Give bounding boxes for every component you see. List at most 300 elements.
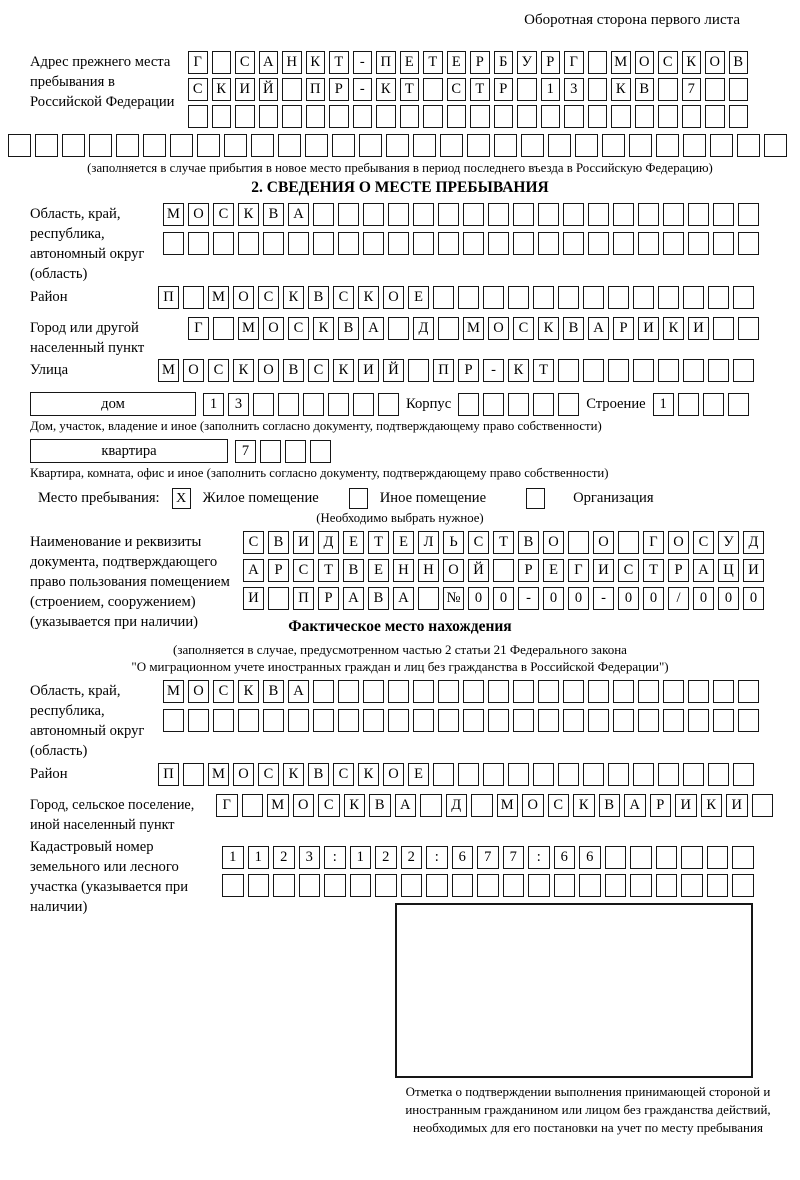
city2-block	[30, 794, 792, 836]
region2-cells	[163, 680, 759, 736]
option-residential-label: Жилое помещение	[202, 490, 319, 506]
char-cell	[388, 203, 409, 226]
char-cell	[458, 286, 479, 309]
char-cell: 0	[468, 587, 489, 610]
char-cell	[440, 134, 463, 157]
char-cell: П	[293, 587, 314, 610]
prev-address-label: Адрес прежнего места пребывания в Российской Федерации	[30, 54, 175, 110]
char-cell	[423, 105, 443, 128]
char-cell: К	[376, 78, 396, 101]
char-cell: 6	[579, 846, 601, 869]
char-cell	[513, 203, 534, 226]
char-cell: Е	[408, 286, 429, 309]
char-cell	[433, 763, 454, 786]
char-cell: К	[306, 51, 326, 74]
char-cell	[324, 874, 346, 897]
street-label: Улица	[30, 362, 69, 378]
char-cell	[548, 134, 571, 157]
char-cell: С	[243, 531, 264, 554]
char-cell	[688, 680, 709, 703]
char-cell: 0	[493, 587, 514, 610]
char-cell	[656, 846, 678, 869]
house-row	[30, 392, 792, 416]
char-cell	[605, 846, 627, 869]
actual-location-note2: "О миграционном учете иностранных граждан и лиц без гражданства в Российской Федерации")	[131, 659, 669, 674]
apartment-box: квартира	[30, 439, 228, 463]
char-cell: С	[213, 203, 234, 226]
char-cell	[89, 134, 112, 157]
char-cell	[470, 105, 490, 128]
char-cell: 2	[375, 846, 397, 869]
prev-address-caption: (заполняется в случае прибытия в новое место пребывания в период последнего въезда в Российскую Федерацию)	[87, 161, 713, 175]
char-cell	[663, 680, 684, 703]
char-cell	[35, 134, 58, 157]
char-cell	[329, 105, 349, 128]
char-cell: С	[208, 359, 229, 382]
char-cell: И	[688, 317, 709, 340]
char-cell	[558, 393, 579, 416]
char-cell	[268, 587, 289, 610]
char-cell: К	[663, 317, 684, 340]
char-cell: С	[188, 78, 208, 101]
char-cell	[563, 232, 584, 255]
char-cell	[633, 359, 654, 382]
char-cell: К	[358, 763, 379, 786]
char-cell: 3	[228, 393, 249, 416]
char-cell: У	[718, 531, 739, 554]
char-cell	[533, 393, 554, 416]
char-cell	[388, 709, 409, 732]
char-cell	[213, 232, 234, 255]
char-cell: Т	[533, 359, 554, 382]
registration-stamp-box	[395, 903, 753, 1078]
char-cell	[733, 286, 754, 309]
house-caption: Дом, участок, владение и иное (заполнить согласно документу, подтверждающему право собственности)	[30, 419, 602, 433]
char-cell	[363, 232, 384, 255]
char-cell: Р	[650, 794, 672, 817]
char-cell	[508, 393, 529, 416]
char-cell	[359, 134, 382, 157]
char-cell	[630, 846, 652, 869]
char-cell: :	[528, 846, 550, 869]
char-cell	[738, 203, 759, 226]
char-cell	[493, 559, 514, 582]
char-cell	[602, 134, 625, 157]
char-cell	[732, 874, 754, 897]
char-cell: В	[368, 587, 389, 610]
char-cell: Т	[400, 78, 420, 101]
char-cell	[388, 317, 409, 340]
char-cell: С	[658, 51, 678, 74]
char-cell	[738, 317, 759, 340]
char-cell	[282, 78, 302, 101]
char-cell	[630, 874, 652, 897]
char-cell: К	[611, 78, 631, 101]
char-cell	[563, 680, 584, 703]
char-cell	[494, 134, 517, 157]
char-cell: 3	[299, 846, 321, 869]
char-cell	[738, 680, 759, 703]
char-cell	[299, 874, 321, 897]
char-cell: О	[488, 317, 509, 340]
char-cell	[521, 134, 544, 157]
char-cell	[558, 286, 579, 309]
char-cell	[713, 709, 734, 732]
char-cell: Д	[318, 531, 339, 554]
char-cell	[663, 232, 684, 255]
char-cell	[638, 709, 659, 732]
char-cell: 0	[543, 587, 564, 610]
char-cell	[683, 763, 704, 786]
char-cell	[738, 232, 759, 255]
char-cell: П	[433, 359, 454, 382]
char-cell: В	[518, 531, 539, 554]
char-cell: С	[258, 286, 279, 309]
char-cell: Д	[446, 794, 468, 817]
char-cell	[463, 203, 484, 226]
char-cell: 0	[643, 587, 664, 610]
char-cell	[363, 203, 384, 226]
char-cell: 6	[452, 846, 474, 869]
char-cell	[306, 105, 326, 128]
char-grid-row	[163, 680, 759, 703]
char-cell	[353, 105, 373, 128]
char-cell	[508, 763, 529, 786]
char-cell	[313, 709, 334, 732]
char-cell: О	[293, 794, 315, 817]
char-cell: Ц	[718, 559, 739, 582]
char-cell	[213, 709, 234, 732]
char-cell	[678, 393, 699, 416]
section2-title: 2. СВЕДЕНИЯ О МЕСТЕ ПРЕБЫВАНИЯ	[251, 179, 549, 196]
char-cell: Р	[494, 78, 514, 101]
char-cell	[638, 680, 659, 703]
char-cell	[188, 709, 209, 732]
char-cell: О	[668, 531, 689, 554]
char-cell	[705, 105, 725, 128]
char-cell	[213, 317, 234, 340]
char-cell: С	[333, 763, 354, 786]
char-cell: -	[483, 359, 504, 382]
char-cell: И	[675, 794, 697, 817]
char-cell: 1	[248, 846, 270, 869]
char-cell	[683, 134, 706, 157]
char-cell	[588, 709, 609, 732]
char-cell	[238, 709, 259, 732]
char-cell	[170, 134, 193, 157]
char-cell: Д	[413, 317, 434, 340]
char-cell: -	[518, 587, 539, 610]
char-cell	[583, 286, 604, 309]
char-cell	[635, 105, 655, 128]
cadastral-cells	[222, 836, 754, 901]
char-cell: Б	[494, 51, 514, 74]
char-cell	[413, 709, 434, 732]
char-cell: Т	[493, 531, 514, 554]
region2-block	[30, 680, 792, 761]
char-cell	[263, 709, 284, 732]
char-cell	[558, 763, 579, 786]
char-cell	[752, 794, 774, 817]
char-cell	[707, 874, 729, 897]
char-cell: И	[726, 794, 748, 817]
district-block	[30, 286, 792, 313]
option-other-premises-label: Иное помещение	[379, 490, 487, 506]
char-cell: М	[238, 317, 259, 340]
char-cell	[212, 105, 232, 128]
char-cell	[658, 78, 678, 101]
char-cell	[163, 232, 184, 255]
char-cell: 0	[568, 587, 589, 610]
char-cell	[263, 232, 284, 255]
char-cell: В	[268, 531, 289, 554]
char-cell	[538, 232, 559, 255]
checkbox-other-premises	[349, 488, 368, 509]
char-cell: В	[599, 794, 621, 817]
char-cell	[438, 680, 459, 703]
char-cell: Р	[541, 51, 561, 74]
char-cell: Г	[643, 531, 664, 554]
char-cell: Л	[418, 531, 439, 554]
actual-location-title: Фактическое место нахождения	[288, 618, 512, 635]
char-cell: И	[358, 359, 379, 382]
char-cell	[708, 763, 729, 786]
char-cell	[332, 134, 355, 157]
char-cell	[253, 393, 274, 416]
char-cell: 6	[554, 846, 576, 869]
char-cell	[713, 232, 734, 255]
char-cell	[438, 709, 459, 732]
char-cell	[143, 134, 166, 157]
char-cell	[508, 286, 529, 309]
char-cell	[707, 846, 729, 869]
char-cell: Д	[743, 531, 764, 554]
char-cell: Т	[368, 531, 389, 554]
char-cell: Г	[564, 51, 584, 74]
char-cell	[638, 232, 659, 255]
apartment-row	[30, 439, 792, 463]
char-cell	[575, 134, 598, 157]
char-cell	[463, 680, 484, 703]
stroenie-label: Строение	[586, 395, 646, 412]
char-cell: /	[668, 587, 689, 610]
char-cell	[251, 134, 274, 157]
char-cell	[608, 359, 629, 382]
char-cell	[483, 286, 504, 309]
char-cell	[288, 232, 309, 255]
char-cell	[413, 680, 434, 703]
char-cell	[212, 51, 232, 74]
char-cell: К	[283, 763, 304, 786]
char-cell	[188, 232, 209, 255]
char-cell: М	[267, 794, 289, 817]
char-cell: О	[705, 51, 725, 74]
region-label: Область, край, республика, автономный округ (область)	[30, 206, 145, 282]
char-cell	[688, 203, 709, 226]
char-cell	[488, 232, 509, 255]
char-grid-row	[458, 393, 579, 416]
apartment-caption: Квартира, комната, офис и иное (заполнить согласно документу, подтверждающему право собственности)	[30, 466, 609, 480]
char-cell	[426, 874, 448, 897]
char-cell: П	[158, 286, 179, 309]
char-cell	[305, 134, 328, 157]
char-cell: М	[208, 763, 229, 786]
char-cell: К	[508, 359, 529, 382]
char-cell: А	[288, 680, 309, 703]
char-cell	[513, 232, 534, 255]
char-cell: О	[635, 51, 655, 74]
char-cell	[418, 587, 439, 610]
char-cell: Т	[318, 559, 339, 582]
char-cell: Р	[329, 78, 349, 101]
char-cell: 1	[222, 846, 244, 869]
char-cell: -	[353, 78, 373, 101]
char-cell	[682, 105, 702, 128]
char-cell: Р	[318, 587, 339, 610]
char-cell	[538, 203, 559, 226]
char-cell: К	[358, 286, 379, 309]
char-cell: В	[263, 203, 284, 226]
char-cell: К	[682, 51, 702, 74]
place-type-row	[38, 488, 792, 509]
char-cell: М	[463, 317, 484, 340]
char-cell: Ь	[443, 531, 464, 554]
char-cell: К	[313, 317, 334, 340]
char-cell	[533, 286, 554, 309]
char-cell: А	[395, 794, 417, 817]
city-label: Город или другой населенный пункт	[30, 320, 145, 356]
char-cell: Г	[216, 794, 238, 817]
char-grid-row	[243, 587, 764, 610]
char-cell: И	[743, 559, 764, 582]
char-cell: А	[363, 317, 384, 340]
char-cell: А	[243, 559, 264, 582]
char-grid-row	[158, 286, 754, 309]
char-cell	[463, 709, 484, 732]
char-cell	[738, 709, 759, 732]
char-cell: С	[288, 317, 309, 340]
char-cell: 7	[477, 846, 499, 869]
stamp-caption: Отметка о подтверждении выполнения принимающей стороной и иностранным гражданином или лицом без гражданства действий, необходимых для его постановки на учет по месту пребывания	[405, 1084, 771, 1135]
char-grid-row	[216, 794, 773, 817]
char-cell: В	[369, 794, 391, 817]
char-grid-row	[188, 317, 759, 340]
char-cell	[579, 874, 601, 897]
char-cell: В	[283, 359, 304, 382]
char-cell	[408, 359, 429, 382]
char-cell	[564, 105, 584, 128]
char-cell	[713, 317, 734, 340]
actual-location-note1: (заполняется в случае, предусмотренном частью 2 статьи 21 Федерального закона	[173, 642, 627, 657]
char-cell	[238, 232, 259, 255]
char-cell: В	[263, 680, 284, 703]
char-cell	[338, 203, 359, 226]
char-cell	[488, 680, 509, 703]
char-cell: П	[376, 51, 396, 74]
char-cell	[588, 680, 609, 703]
char-cell: А	[288, 203, 309, 226]
char-cell: 7	[235, 440, 256, 463]
char-cell: В	[308, 286, 329, 309]
char-cell: 0	[693, 587, 714, 610]
char-cell	[471, 794, 493, 817]
char-cell: С	[513, 317, 534, 340]
char-cell: Г	[188, 51, 208, 74]
char-cell: К	[283, 286, 304, 309]
char-cell: Т	[470, 78, 490, 101]
city2-label: Город, сельское поселение, иной населенный пункт	[30, 797, 195, 833]
char-cell	[413, 203, 434, 226]
char-cell	[483, 763, 504, 786]
char-cell	[483, 393, 504, 416]
char-cell: О	[233, 763, 254, 786]
char-grid-row	[243, 531, 764, 554]
char-cell: Г	[568, 559, 589, 582]
char-cell: О	[443, 559, 464, 582]
char-cell: П	[306, 78, 326, 101]
char-cell: -	[353, 51, 373, 74]
char-cell	[588, 232, 609, 255]
char-cell: 7	[503, 846, 525, 869]
char-cell: О	[383, 763, 404, 786]
char-cell	[528, 874, 550, 897]
char-cell: М	[611, 51, 631, 74]
char-cell	[458, 763, 479, 786]
char-cell: Т	[329, 51, 349, 74]
char-cell: М	[163, 203, 184, 226]
char-cell	[273, 874, 295, 897]
char-cell	[568, 531, 589, 554]
char-cell: Г	[188, 317, 209, 340]
char-cell: И	[235, 78, 255, 101]
char-cell	[224, 134, 247, 157]
char-cell	[656, 874, 678, 897]
char-cell: 1	[653, 393, 674, 416]
char-cell	[538, 709, 559, 732]
char-cell	[764, 134, 787, 157]
char-cell	[188, 105, 208, 128]
char-cell	[683, 286, 704, 309]
char-cell: С	[447, 78, 467, 101]
char-cell	[708, 359, 729, 382]
char-cell	[658, 105, 678, 128]
char-cell	[375, 874, 397, 897]
char-cell	[554, 874, 576, 897]
char-cell	[513, 709, 534, 732]
char-cell	[423, 78, 443, 101]
char-cell	[386, 134, 409, 157]
char-cell	[513, 680, 534, 703]
char-cell: В	[338, 317, 359, 340]
char-cell: 0	[618, 587, 639, 610]
char-cell	[608, 286, 629, 309]
char-cell	[681, 874, 703, 897]
char-cell	[452, 874, 474, 897]
char-cell	[588, 78, 608, 101]
char-cell	[517, 78, 537, 101]
char-cell: А	[393, 587, 414, 610]
char-cell	[163, 709, 184, 732]
char-cell: 1	[350, 846, 372, 869]
char-cell: И	[593, 559, 614, 582]
char-cell: А	[259, 51, 279, 74]
char-grid-row	[158, 359, 754, 382]
char-cell: С	[235, 51, 255, 74]
char-cell	[438, 317, 459, 340]
place-type-note: (Необходимо выбрать нужное)	[316, 511, 484, 525]
char-cell	[613, 232, 634, 255]
district2-label: Район	[30, 766, 68, 782]
